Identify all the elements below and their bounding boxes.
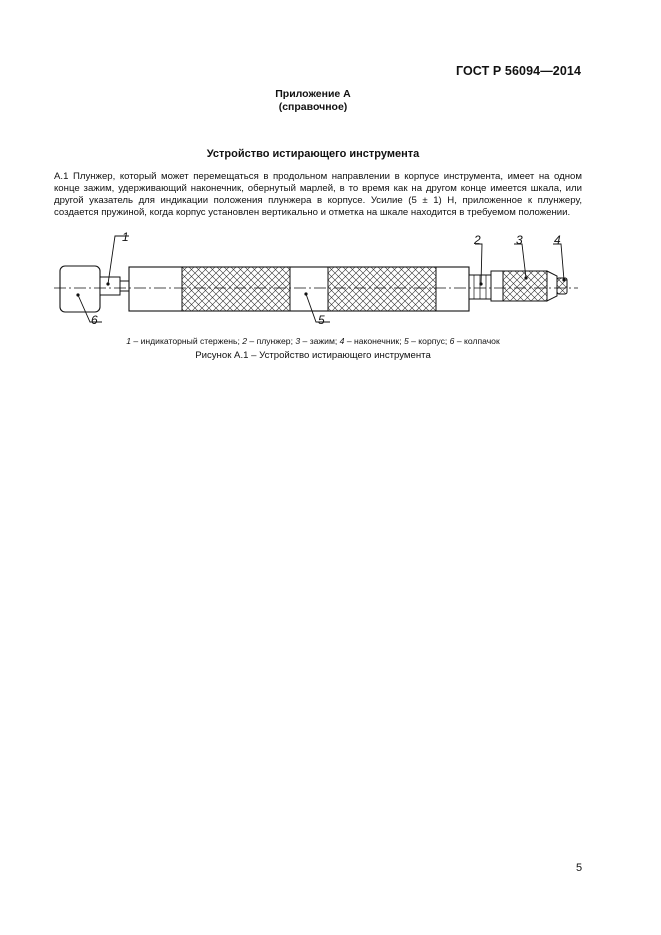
clamp-knurl xyxy=(503,271,547,301)
annex-heading xyxy=(0,88,626,114)
figure-legend xyxy=(0,336,626,346)
legend-text-5: – корпус; xyxy=(408,336,450,346)
legend-text-2: – плунжер; xyxy=(247,336,296,346)
legend-text-4: – наконечник; xyxy=(344,336,404,346)
legend-text-1: – индикаторный стержень; xyxy=(131,336,243,346)
section-title: Устройство истирающего инструмента xyxy=(206,148,420,160)
legend-text-3: – зажим; xyxy=(300,336,340,346)
annex-title: Приложение А xyxy=(275,88,351,100)
clamp-part xyxy=(491,271,503,301)
callout-4: 4 xyxy=(554,233,561,247)
body-paragraph: А.1 Плунжер, который может перемещаться в продольном направлении в корпусе инструмента, имеет на одном конце зажим, удерживающий наконечник, обернутый марлей, в то время как на другом конце имеется шкала, или другой указатель для индикации положения плунжера в корпусе. Усилие (5 ± 1) Н, приложенное к плунжеру, создается пружиной, когда корпус установлен вертикально и отметка на шкале находится в требуемом положении. xyxy=(54,171,582,218)
legend-num-3: 3 xyxy=(295,336,301,346)
body-knurl-left xyxy=(182,267,290,311)
page-number: 5 xyxy=(576,862,583,874)
callout-3: 3 xyxy=(516,233,523,247)
legend-text-6: – колпачок xyxy=(454,336,500,346)
callout-1: 1 xyxy=(122,230,129,244)
cap-part xyxy=(60,266,100,312)
legend-num-5: 5 xyxy=(403,336,409,346)
callout-2: 2 xyxy=(474,233,481,247)
instrument-figure xyxy=(48,224,588,339)
legend-num-1: 1 xyxy=(126,336,132,346)
figure-caption: Рисунок А.1 – Устройство истирающего инструмента xyxy=(195,350,431,361)
legend-num-2: 2 xyxy=(242,336,248,346)
legend-num-4: 4 xyxy=(339,336,345,346)
annex-subtitle: (справочное) xyxy=(278,101,348,113)
legend-num-6: 6 xyxy=(449,336,455,346)
document-standard-number: ГОСТ Р 56094—2014 xyxy=(455,64,581,78)
indicator-rod-part xyxy=(100,277,120,295)
callout-6: 6 xyxy=(91,313,98,327)
instrument-drawing xyxy=(48,224,588,339)
callout-5: 5 xyxy=(318,313,325,327)
body-knurl-right xyxy=(328,267,436,311)
